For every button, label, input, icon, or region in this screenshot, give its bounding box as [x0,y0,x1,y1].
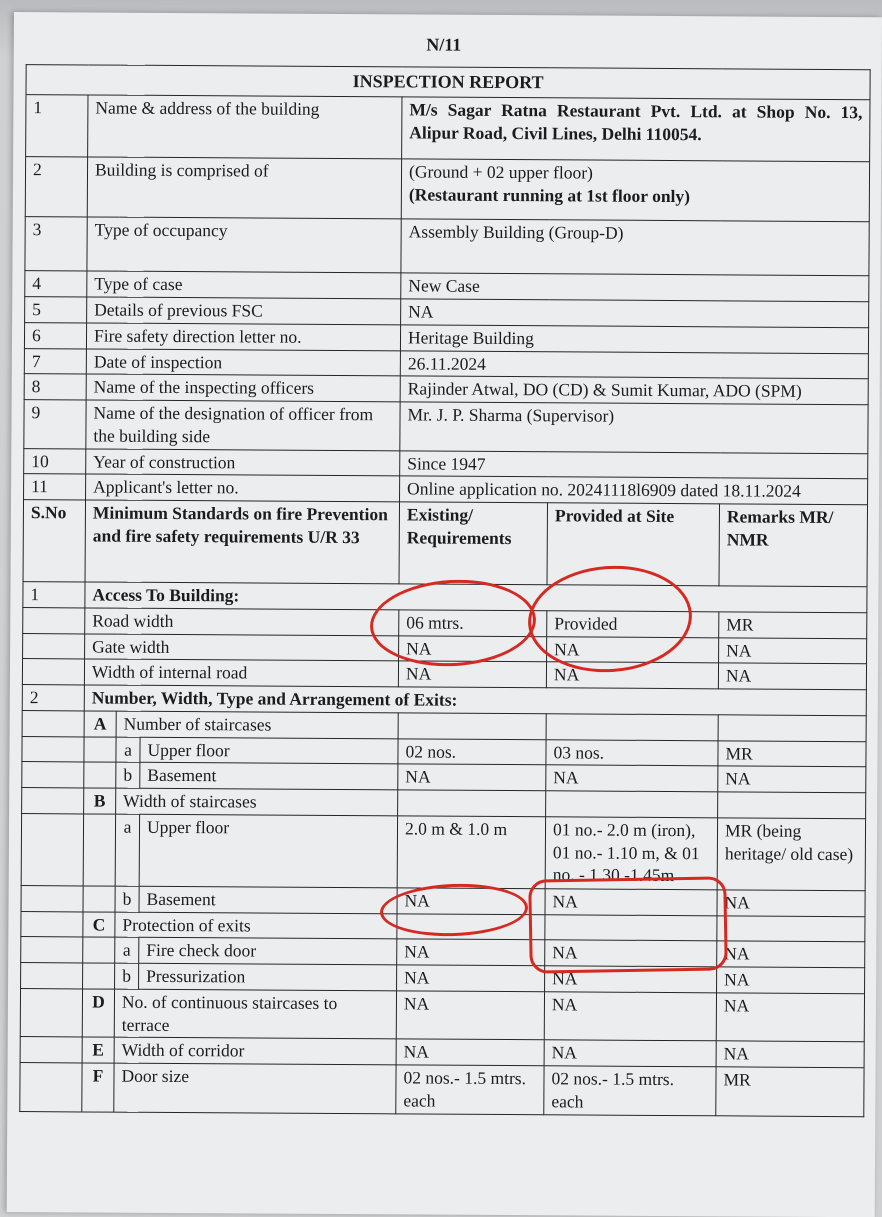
item-label: Door size [114,1063,396,1113]
provided-header: Provided at Site [547,503,719,586]
item-label: Road width [85,608,399,636]
provided-value: NA [547,636,719,663]
provided-value: 01 no.- 2.0 m (iron), 01 no.- 1.10 m, & 01 no. - 1.30 -1.45m [545,817,717,890]
existing-value: NA [399,636,547,663]
remarks-header: Remarks MR/ NMR [719,504,868,587]
row-label: Type of occupancy [87,217,401,273]
row-value: New Case [401,273,869,302]
remarks-value: MR [719,612,867,639]
item-key: B [84,788,116,814]
standard-header: Minimum Standards on fire Prevention and fire safety requirements U/R 33 [85,500,399,584]
sub-key: b [115,886,139,912]
item-label: Width of internal road [84,659,398,687]
item-label: Gate width [85,634,399,662]
table-row [20,988,864,1042]
existing-value: NA [398,661,546,688]
section-title: Number, Width, Type and Arrangement of Exits: [84,685,866,716]
remarks-value: MR [716,1067,864,1116]
sub-key: b [115,963,139,989]
inspection-table [19,64,870,1117]
inspection-report-page [7,12,882,1217]
info-row [24,400,868,454]
provided-value: NA [545,966,717,993]
provided-value: NA [545,940,717,967]
item-key: A [84,711,116,737]
item-label: Pressurization [139,963,397,990]
provided-value: NA [545,889,717,916]
row-number: 2 [25,157,87,217]
info-row [25,217,869,276]
row-number: 5 [25,297,87,323]
remarks-value: NA [718,663,866,690]
row-value: Heritage Building [400,325,868,354]
remarks-value: MR (being heritage/ old case) [717,818,865,891]
report-title: INSPECTION REPORT [26,65,870,101]
provided-value: 02 nos.- 1.5 mtrs. each [544,1066,716,1116]
existing-header: Existing/ Requirements [399,502,547,585]
provided-value: NA [544,992,716,1042]
item-key: C [83,912,115,938]
item-label: Basement [140,763,398,790]
row-label: Date of inspection [86,349,400,377]
existing-value: 2.0 m & 1.0 m [397,816,545,889]
row-label: Building is comprised of [87,157,401,219]
existing-value: 02 nos.- 1.5 mtrs. each [396,1065,544,1114]
item-label: Basement [139,886,397,913]
sub-key: a [116,737,140,763]
existing-value: NA [396,1039,544,1066]
row-number: 8 [24,374,86,400]
existing-value: 02 nos. [398,739,546,766]
floors-text: (Ground + 02 upper floor) [408,161,593,183]
item-key: D [82,989,114,1038]
sub-key: a [115,814,139,886]
existing-value: NA [398,764,546,791]
sn-header: S.No [23,500,85,582]
row-label: Fire safety direction letter no. [86,323,400,351]
section-title: Access To Building: [85,582,867,613]
sub-key: a [115,938,139,964]
provided-value: 03 nos. [546,739,718,766]
row-number: 1 [26,95,88,157]
existing-value: NA [397,888,545,915]
row-number: 10 [24,448,86,474]
info-row [26,95,870,162]
item-label: Width of staircases [116,788,398,815]
row-value: Assembly Building (Group-D) [401,219,869,276]
existing-value: 06 mtrs. [399,610,547,637]
remarks-value: NA [717,890,865,917]
item-label: Protection of exits [115,912,397,939]
row-label: Year of construction [86,449,400,477]
row-value [401,159,869,222]
item-key: F [82,1063,114,1112]
item-label: Number of staircases [116,711,398,738]
document-reference: N/11 [426,34,462,55]
provided-value: Provided [547,611,719,638]
row-number: 3 [25,217,87,271]
row-number: 4 [25,271,87,297]
row-number: 6 [24,322,86,348]
row-number: 11 [24,474,86,500]
row-value: Online application no. 20241118l6909 dated 18.11.2024 [400,476,868,505]
row-label: Name of the designation of officer from the building side [86,400,400,450]
row-value: Since 1947 [400,451,868,480]
restaurant-floor-note: (Restaurant running at 1st floor only) [408,184,691,207]
row-value: Rajinder Atwal, DO (CD) & Sumit Kumar, ADO (SPM) [400,376,868,405]
remarks-value: NA [717,967,865,994]
row-value: NA [401,299,869,328]
existing-value: NA [397,939,545,966]
item-label: Width of corridor [114,1038,396,1065]
existing-value: NA [397,965,545,992]
remarks-value: NA [717,941,865,968]
row-number: 9 [24,400,86,449]
table-row [20,1063,864,1117]
info-row [25,157,869,222]
row-label: Name & address of the building [88,95,402,159]
remarks-value: MR [718,740,866,767]
item-key: E [82,1037,114,1063]
standards-header-row [23,500,868,587]
row-label: Applicant's letter no. [86,474,400,502]
row-number: 7 [24,348,86,374]
item-label: Fire check door [139,938,397,965]
remarks-value: NA [716,993,864,1042]
row-value: Mr. J. P. Sharma (Supervisor) [400,402,868,453]
row-label: Name of the inspecting officers [86,374,400,402]
row-value: M/s Sagar Ratna Restaurant Pvt. Ltd. at Shop No. 13, Alipur Road, Civil Lines, Delhi 110054. [402,97,870,162]
remarks-value: NA [719,637,867,664]
remarks-value: NA [718,766,866,793]
remarks-value: NA [716,1041,864,1068]
row-label: Type of case [87,271,401,299]
item-label: No. of continuous staircases to terrace [114,989,396,1039]
row-value: 26.11.2024 [400,351,868,380]
provided-value: NA [544,1040,716,1067]
provided-value: NA [546,662,718,689]
item-label: Upper floor [139,814,397,888]
row-label: Details of previous FSC [87,297,401,325]
section-number: 1 [23,582,85,608]
section-number: 2 [22,685,84,711]
existing-value: NA [396,991,544,1040]
table-row [21,813,865,890]
provided-value: NA [546,765,718,792]
sub-key: b [116,763,140,789]
item-label: Upper floor [140,737,398,764]
